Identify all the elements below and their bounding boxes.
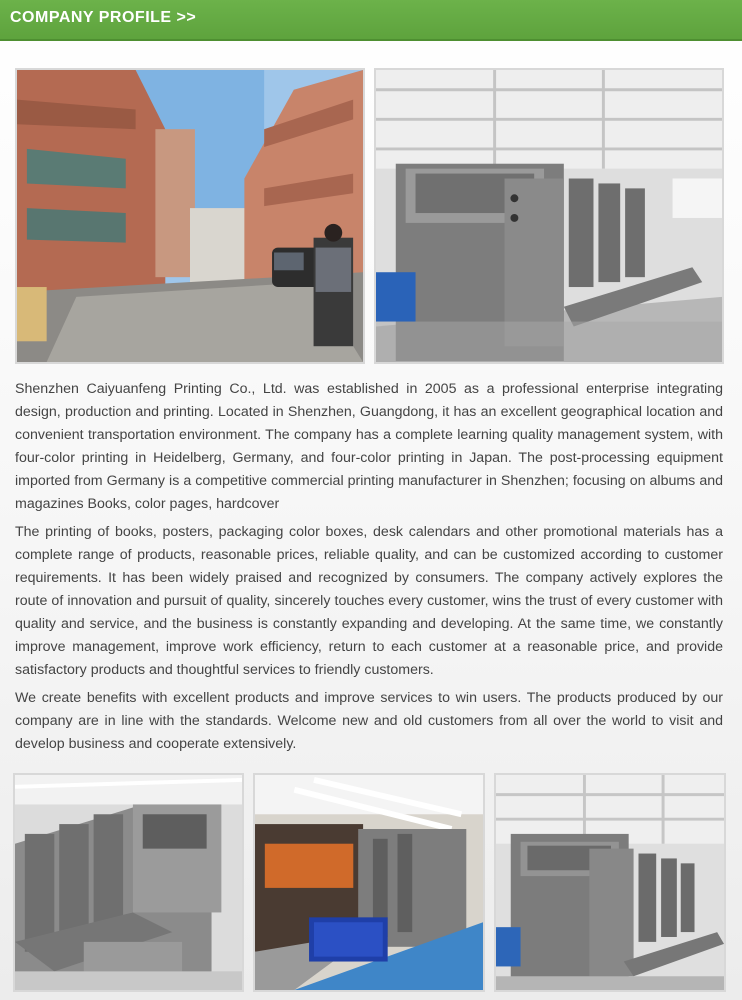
closing-paragraph: We create benefits with excellent products and improve services to win users. The products produced by our company are in line with the standards. Welcome new and old customers from all over the world to visit and develop business and cooperate extensively. [15,690,723,752]
section-header-banner [0,0,742,41]
factory-floor-photo [253,773,485,992]
heidelberg-press-photo [494,773,726,992]
printing-press-photo [374,68,724,364]
printing-line-photo [13,773,244,992]
products-paragraph: The printing of books, posters, packaging color boxes, desk calendars and other promotional materials has a complete range of products, reasonable prices, reliable quality, and can be customized according to customer requirements. It has been widely praised and recognized by consumers. The company actively explores the route of innovation and pursuit of quality, sincerely touches every customer, wins the trust of every customer with quality and service, and the business is constantly expanding and developing. At the same time, we constantly improve management, improve work efficiency, return to each customer at a reasonable price, and provide satisfactory products and thoughtful services to friendly customers. [15,524,723,678]
section-title: COMPANY PROFILE >> [10,9,197,26]
factory-street-photo [15,68,365,364]
intro-paragraph: Shenzhen Caiyuanfeng Printing Co., Ltd. was established in 2005 as a professional enterprise integrating design, production and printing. Located in Shenzhen, Guangdong, it has an excellent geographical location and convenient transportation environment. The company has a complete learning quality management system, with four-color printing in Heidelberg, Germany, and four-color printing in Japan. The post-processing equipment imported from Germany is a competitive commercial printing manufacturer in Shenzhen; focusing on albums and magazines Books, color pages, hardcover [15,381,723,512]
